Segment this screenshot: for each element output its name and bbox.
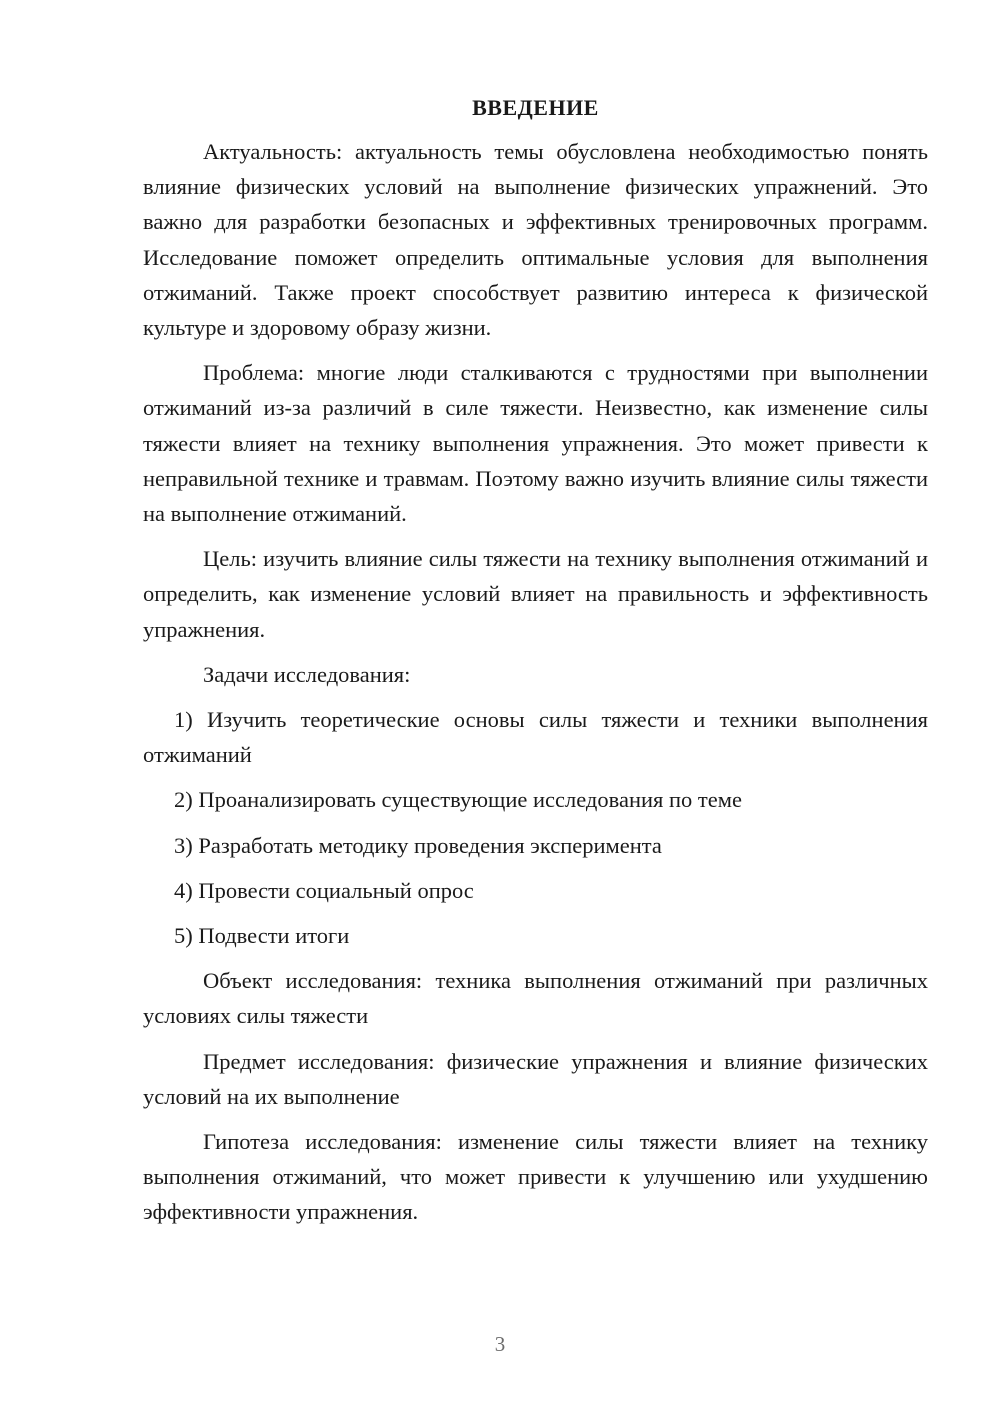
- task-item-2: 2) Проанализировать существующие исследования по теме: [174, 787, 742, 813]
- document-title: ВВЕДЕНИЕ: [472, 95, 599, 120]
- paragraph-goal: Цель: изучить влияние силы тяжести на технику выполнения отжиманий и определить, как изменение условий влияет на правильность и эффективность упражнения.: [143, 546, 928, 642]
- paragraph-relevance: Актуальность: актуальность темы обусловлена необходимостью понять влияние физических условий на выполнение физических упражнений. Это важно для разработки безопасных и эффективных тренировочных программ. Исследование поможет определить оптимальные условия для выполнения отжиманий. Также проект способствует развитию интереса к физической культуре и здоровому образу жизни.: [143, 139, 928, 341]
- task-item-5: 5) Подвести итоги: [174, 923, 350, 949]
- document-page: [143, 92, 928, 1240]
- paragraph-object: Объект исследования: техника выполнения отжиманий при различных условиях силы тяжести: [143, 968, 928, 1029]
- tasks-heading: Задачи исследования:: [203, 661, 411, 687]
- page-number: 3: [494, 1332, 506, 1356]
- task-item-4: 4) Провести социальный опрос: [174, 877, 474, 903]
- paragraph-problem: Проблема: многие люди сталкиваются с трудностями при выполнении отжиманий из-за различий в силе тяжести. Неизвестно, как изменение силы тяжести влияет на технику выполнения упражнения. Это может привести к неправильной технике и травмам. Поэтому важно изучить влияние силы тяжести на выполнение отжиманий.: [143, 360, 928, 527]
- task-item-1: 1) Изучить теоретические основы силы тяжести и техники выполнения отжиманий: [143, 707, 928, 768]
- task-item-3: 3) Разработать методику проведения эксперимента: [174, 832, 662, 858]
- paragraph-hypothesis: Гипотеза исследования: изменение силы тяжести влияет на технику выполнения отжиманий, что может привести к улучшению или ухудшению эффективности упражнения.: [143, 1129, 928, 1225]
- paragraph-subject: Предмет исследования: физические упражнения и влияние физических условий на их выполнение: [143, 1048, 928, 1109]
